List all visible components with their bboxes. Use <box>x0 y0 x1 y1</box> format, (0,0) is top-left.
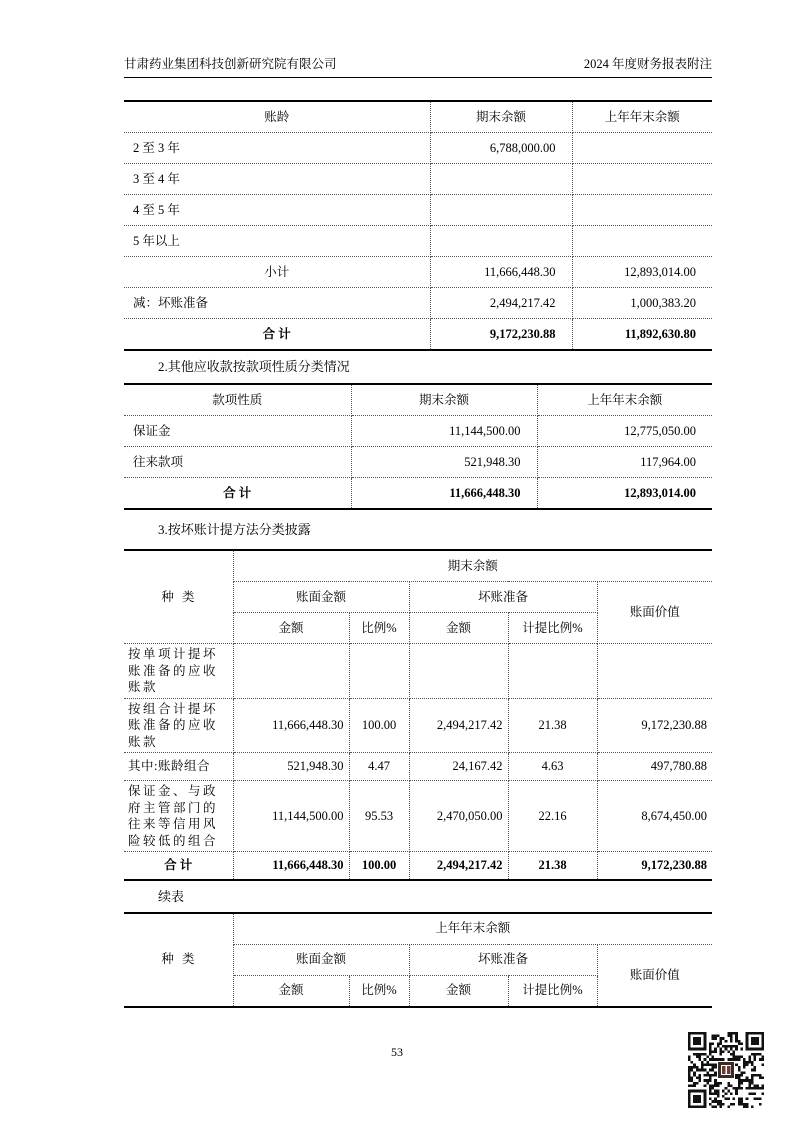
cell-ending <box>430 195 572 226</box>
cell-prior: 1,000,383.20 <box>572 288 712 319</box>
col-header-category: 种 类 <box>124 913 233 1007</box>
section-heading-3: 3.按坏账计提方法分类披露 <box>158 522 311 537</box>
table-row <box>124 753 712 781</box>
cell-bad-debt: 2,470,050.00 <box>409 781 508 852</box>
row-label: 保证金 <box>124 416 351 447</box>
row-label: 2 至 3 年 <box>124 133 430 164</box>
row-label: 合 计 <box>124 478 351 510</box>
cell-amount: 11,666,448.30 <box>233 852 349 880</box>
col-header-prior-balance: 上年年末余额 <box>572 101 712 133</box>
col-header-provision-ratio: 计提比例% <box>508 613 597 644</box>
cell-amount: 11,144,500.00 <box>233 781 349 852</box>
total-row <box>124 478 712 510</box>
table-row <box>124 781 712 852</box>
col-header-book-amount: 账面金额 <box>233 944 409 975</box>
col-header-bad-debt: 坏账准备 <box>409 582 597 613</box>
table-row <box>124 133 712 164</box>
cell-prior <box>572 226 712 257</box>
cell-provision-ratio: 4.63 <box>508 753 597 781</box>
col-header-nature: 款项性质 <box>124 384 351 416</box>
qr-code <box>688 1032 764 1108</box>
row-label: 合 计 <box>124 852 233 880</box>
cell-ratio <box>349 644 409 699</box>
cell-prior: 12,893,014.00 <box>572 257 712 288</box>
cell-book-value: 8,674,450.00 <box>597 781 712 852</box>
page-header <box>124 54 712 78</box>
cell-prior <box>572 195 712 226</box>
col-header-book-amount: 账面金额 <box>233 582 409 613</box>
total-row <box>124 319 712 351</box>
section-heading-2: 2.其他应收款按款项性质分类情况 <box>158 359 350 374</box>
cell-provision-ratio: 21.38 <box>508 698 597 753</box>
row-label: 4 至 5 年 <box>124 195 430 226</box>
cell-book-value: 497,780.88 <box>597 753 712 781</box>
col-header-bad-debt: 坏账准备 <box>409 944 597 975</box>
cell-amount: 521,948.30 <box>233 753 349 781</box>
cell-ending: 9,172,230.88 <box>430 319 572 351</box>
cell-ending <box>430 164 572 195</box>
row-label: 按组合计提坏账准备的应收账款 <box>124 698 233 753</box>
cell-bad-debt <box>409 644 508 699</box>
continuation-label: 续表 <box>158 888 185 904</box>
company-name: 甘肃药业集团科技创新研究院有限公司 <box>124 57 337 71</box>
col-header-prior-balance: 上年年末余额 <box>537 384 712 416</box>
table-row <box>124 416 712 447</box>
row-label: 其中:账龄组合 <box>124 753 233 781</box>
col-header-book-value: 账面价值 <box>597 944 712 1007</box>
cell-ratio: 100.00 <box>349 852 409 880</box>
table-row <box>124 195 712 226</box>
col-header-ending-balance: 期末余额 <box>233 550 712 582</box>
col-header-ending-balance: 期末余额 <box>430 101 572 133</box>
cell-prior: 11,892,630.80 <box>572 319 712 351</box>
cell-ratio: 4.47 <box>349 753 409 781</box>
nature-table <box>124 383 712 510</box>
row-label: 3 至 4 年 <box>124 164 430 195</box>
cell-ending: 521,948.30 <box>351 447 537 478</box>
cell-provision-ratio: 21.38 <box>508 852 597 880</box>
cell-book-value <box>597 644 712 699</box>
col-header-category: 种 类 <box>124 550 233 644</box>
cell-bad-debt: 2,494,217.42 <box>409 852 508 880</box>
cell-prior: 12,775,050.00 <box>537 416 712 447</box>
cell-bad-debt: 24,167.42 <box>409 753 508 781</box>
cell-book-value: 9,172,230.88 <box>597 852 712 880</box>
table-row <box>124 644 712 699</box>
row-label: 减：坏账准备 <box>124 288 430 319</box>
table-row <box>124 226 712 257</box>
cell-provision-ratio <box>508 644 597 699</box>
row-label: 按单项计提坏账准备的应收账款 <box>124 644 233 699</box>
table-header-row-1 <box>124 913 712 945</box>
cell-ending: 11,144,500.00 <box>351 416 537 447</box>
col-header-provision-ratio: 计提比例% <box>508 975 597 1007</box>
cell-ending: 6,788,000.00 <box>430 133 572 164</box>
cell-ending: 11,666,448.30 <box>351 478 537 510</box>
content-area <box>124 100 712 1008</box>
col-header-amount2: 金额 <box>409 975 508 1007</box>
subtotal-row <box>124 257 712 288</box>
col-header-amount: 金额 <box>233 613 349 644</box>
cell-ending: 2,494,217.42 <box>430 288 572 319</box>
document-title: 2024 年度财务报表附注 <box>583 57 712 71</box>
row-label: 小计 <box>124 257 430 288</box>
table-header-row-1 <box>124 550 712 582</box>
table-row <box>124 164 712 195</box>
col-header-book-value: 账面价值 <box>597 582 712 644</box>
cell-prior <box>572 164 712 195</box>
col-header-ratio: 比例% <box>349 975 409 1007</box>
row-label: 往来款项 <box>124 447 351 478</box>
provision-method-table-continued <box>124 912 712 1008</box>
row-label: 5 年以上 <box>124 226 430 257</box>
col-header-ending-balance: 期末余额 <box>351 384 537 416</box>
table-row <box>124 698 712 753</box>
table-header-row <box>124 101 712 133</box>
total-row <box>124 852 712 880</box>
row-label: 保证金、与政府主管部门的往来等信用风险较低的组合 <box>124 781 233 852</box>
cell-prior <box>572 133 712 164</box>
table-row <box>124 447 712 478</box>
aging-table <box>124 100 712 351</box>
table-header-row <box>124 384 712 416</box>
cell-ratio: 95.53 <box>349 781 409 852</box>
col-header-prior-balance: 上年年末余额 <box>233 913 712 945</box>
col-header-amount2: 金额 <box>409 613 508 644</box>
provision-method-table <box>124 549 712 881</box>
page-number: 53 <box>391 1045 403 1059</box>
row-label: 合 计 <box>124 319 430 351</box>
cell-prior: 12,893,014.00 <box>537 478 712 510</box>
cell-amount <box>233 644 349 699</box>
cell-ending: 11,666,448.30 <box>430 257 572 288</box>
table-row <box>124 288 712 319</box>
cell-provision-ratio: 22.16 <box>508 781 597 852</box>
col-header-amount: 金额 <box>233 975 349 1007</box>
cell-ending <box>430 226 572 257</box>
col-header-ratio: 比例% <box>349 613 409 644</box>
cell-book-value: 9,172,230.88 <box>597 698 712 753</box>
cell-ratio: 100.00 <box>349 698 409 753</box>
col-header-aging: 账龄 <box>124 101 430 133</box>
cell-bad-debt: 2,494,217.42 <box>409 698 508 753</box>
cell-amount: 11,666,448.30 <box>233 698 349 753</box>
cell-prior: 117,964.00 <box>537 447 712 478</box>
